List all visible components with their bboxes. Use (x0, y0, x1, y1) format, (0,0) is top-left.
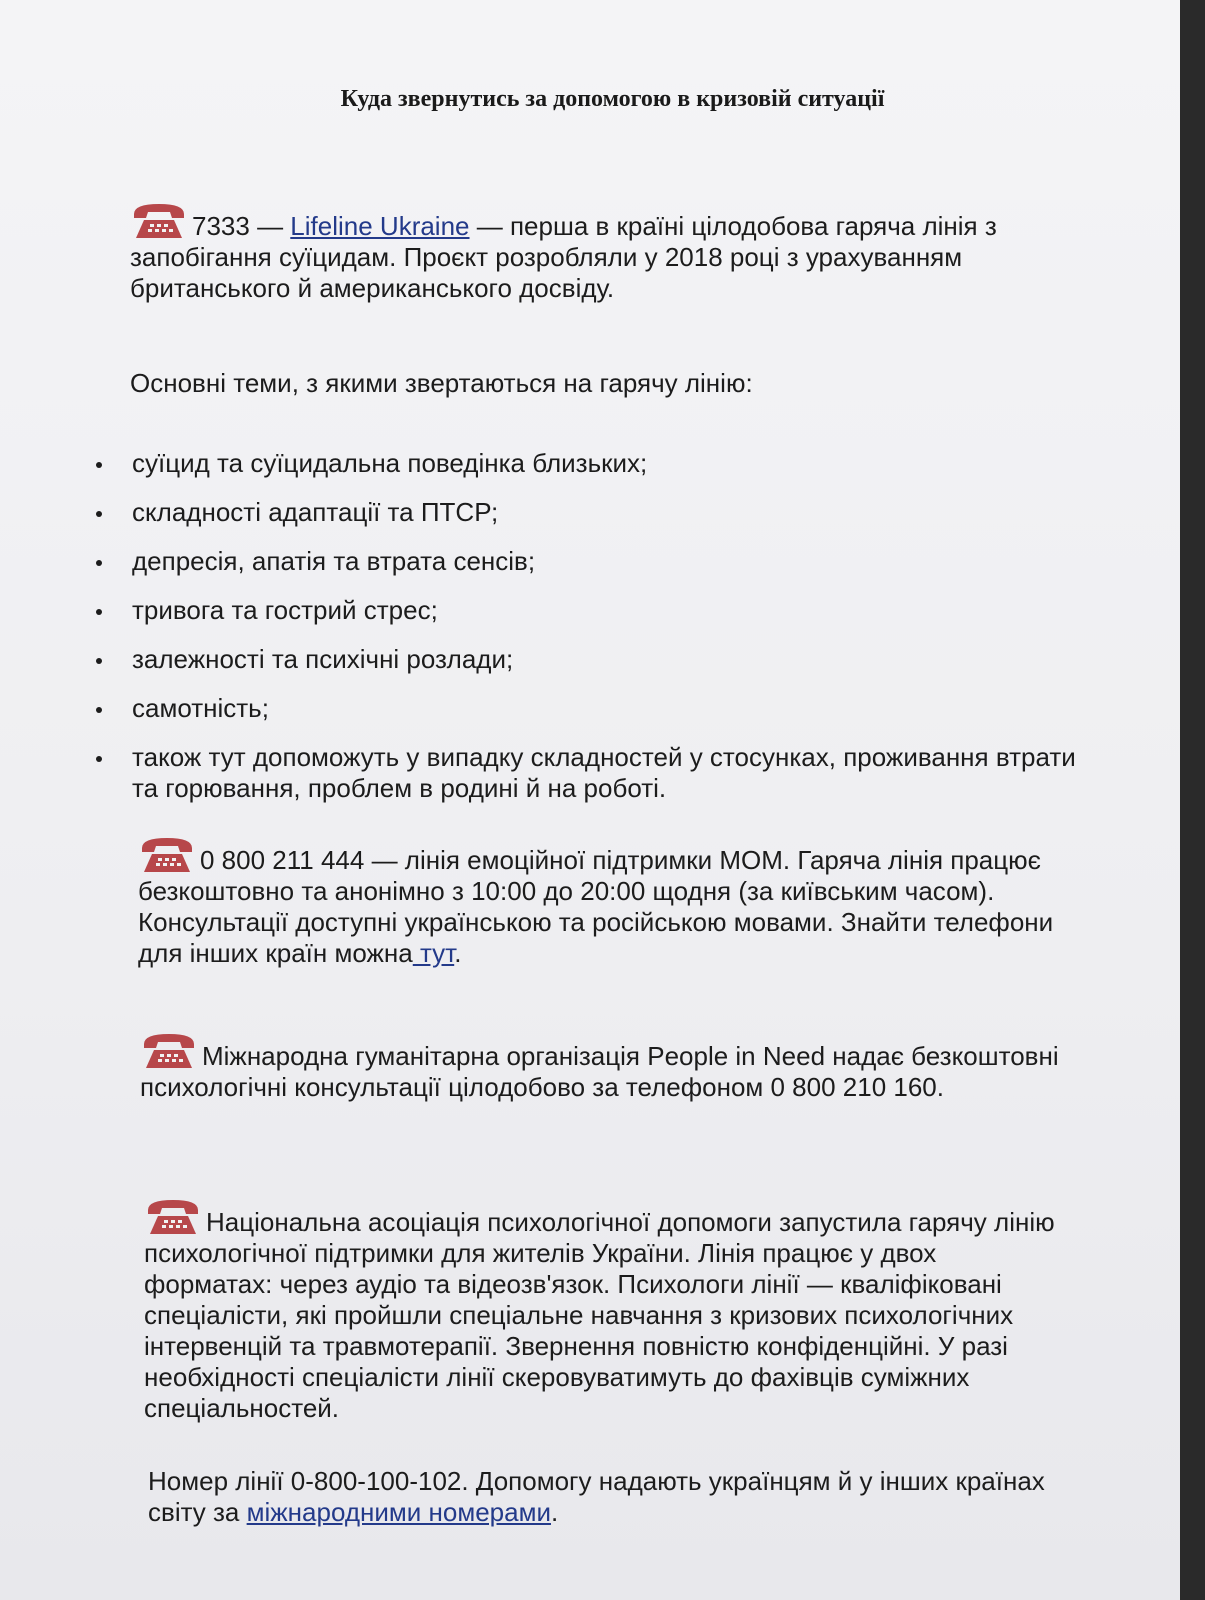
list-item: суїцид та суїцидальна поведінка близьких; (96, 448, 1096, 479)
red-telephone-icon (130, 200, 188, 242)
list-item: тривога та гострий стрес; (96, 595, 1096, 626)
topics-list (96, 448, 1096, 822)
international-numbers-link[interactable]: міжнародними номерами (246, 1497, 551, 1527)
list-item: самотність; (96, 693, 1096, 724)
list-item: депресія, апатія та втрата сенсів; (96, 546, 1096, 577)
red-telephone-icon (144, 1196, 202, 1238)
napd-number-section: Номер лінії 0-800-100-102. Допомогу надають українцям й у інших країнах світу за міжнародними номерами. (148, 1466, 1045, 1527)
lifeline-section (130, 200, 1080, 304)
list-item: залежності та психічні розлади; (96, 644, 1096, 675)
lifeline-number: 7333 — (192, 211, 291, 241)
napd-section (144, 1196, 1064, 1424)
lifeline-description: — перша в країні цілодобова гаряча лінія з запобігання суїцидам. Проєкт розробляли у 2018 році з урахуванням британського й американського досвіду. (130, 211, 997, 303)
napd-number-text: Номер лінії 0-800-100-102. Допомогу надають українцям й у інших країнах світу за (148, 1466, 1045, 1527)
page-title: Куда звернутись за допомогою в кризовій ситуації (340, 86, 885, 112)
mom-section: 0 800 211 444 — лінія емоційної підтримки МОМ. Гаряча лінія працює безкоштовно та анонімно з 10:00 до 20:00 щодня (за київським часом). Консультації доступні українською та російською мовами. Знайти телефони для інших країн можна тут. (138, 834, 1078, 969)
people-in-need-section (140, 1030, 1060, 1103)
topics-intro: Основні теми, з якими звертаються на гарячу лінію: (130, 368, 753, 398)
lifeline-ukraine-link[interactable]: Lifeline Ukraine (290, 211, 470, 241)
mom-countries-link[interactable]: тут (412, 938, 455, 968)
people-in-need-description: Міжнародна гуманітарна організація People in Need надає безкоштовні психологічні консультації цілодобово за телефоном 0 800 210 160. (140, 1041, 1059, 1102)
red-telephone-icon (140, 1030, 198, 1072)
napd-description: Національна асоціація психологічної допомоги запустила гарячу лінію психологічної підтримки для жителів України. Лінія працює у двох форматах: через аудіо та відеозв'язок. Психологи лінії — кваліфіковані спеціалісти, які пройшли спеціальне навчання з кризових психологічних інтервенцій та травмотерапії. Звернення повністю конфіденційні. У разі необхідності спеціалісти лінії скеровуватимуть до фахівців суміжних спеціальностей. (144, 1207, 1055, 1423)
list-item: також тут допоможуть у випадку складностей у стосунках, проживання втрати та горювання, проблем в родині й на роботі. (96, 742, 1096, 804)
mom-description: 0 800 211 444 — лінія емоційної підтримки МОМ. Гаряча лінія працює безкоштовно та анонімно з 10:00 до 20:00 щодня (за київським часом). Консультації доступні українською та російською мовами. Знайти телефони для інших країн можна (138, 845, 1054, 968)
list-item: складності адаптації та ПТСР; (96, 497, 1096, 528)
red-telephone-icon (138, 834, 196, 876)
